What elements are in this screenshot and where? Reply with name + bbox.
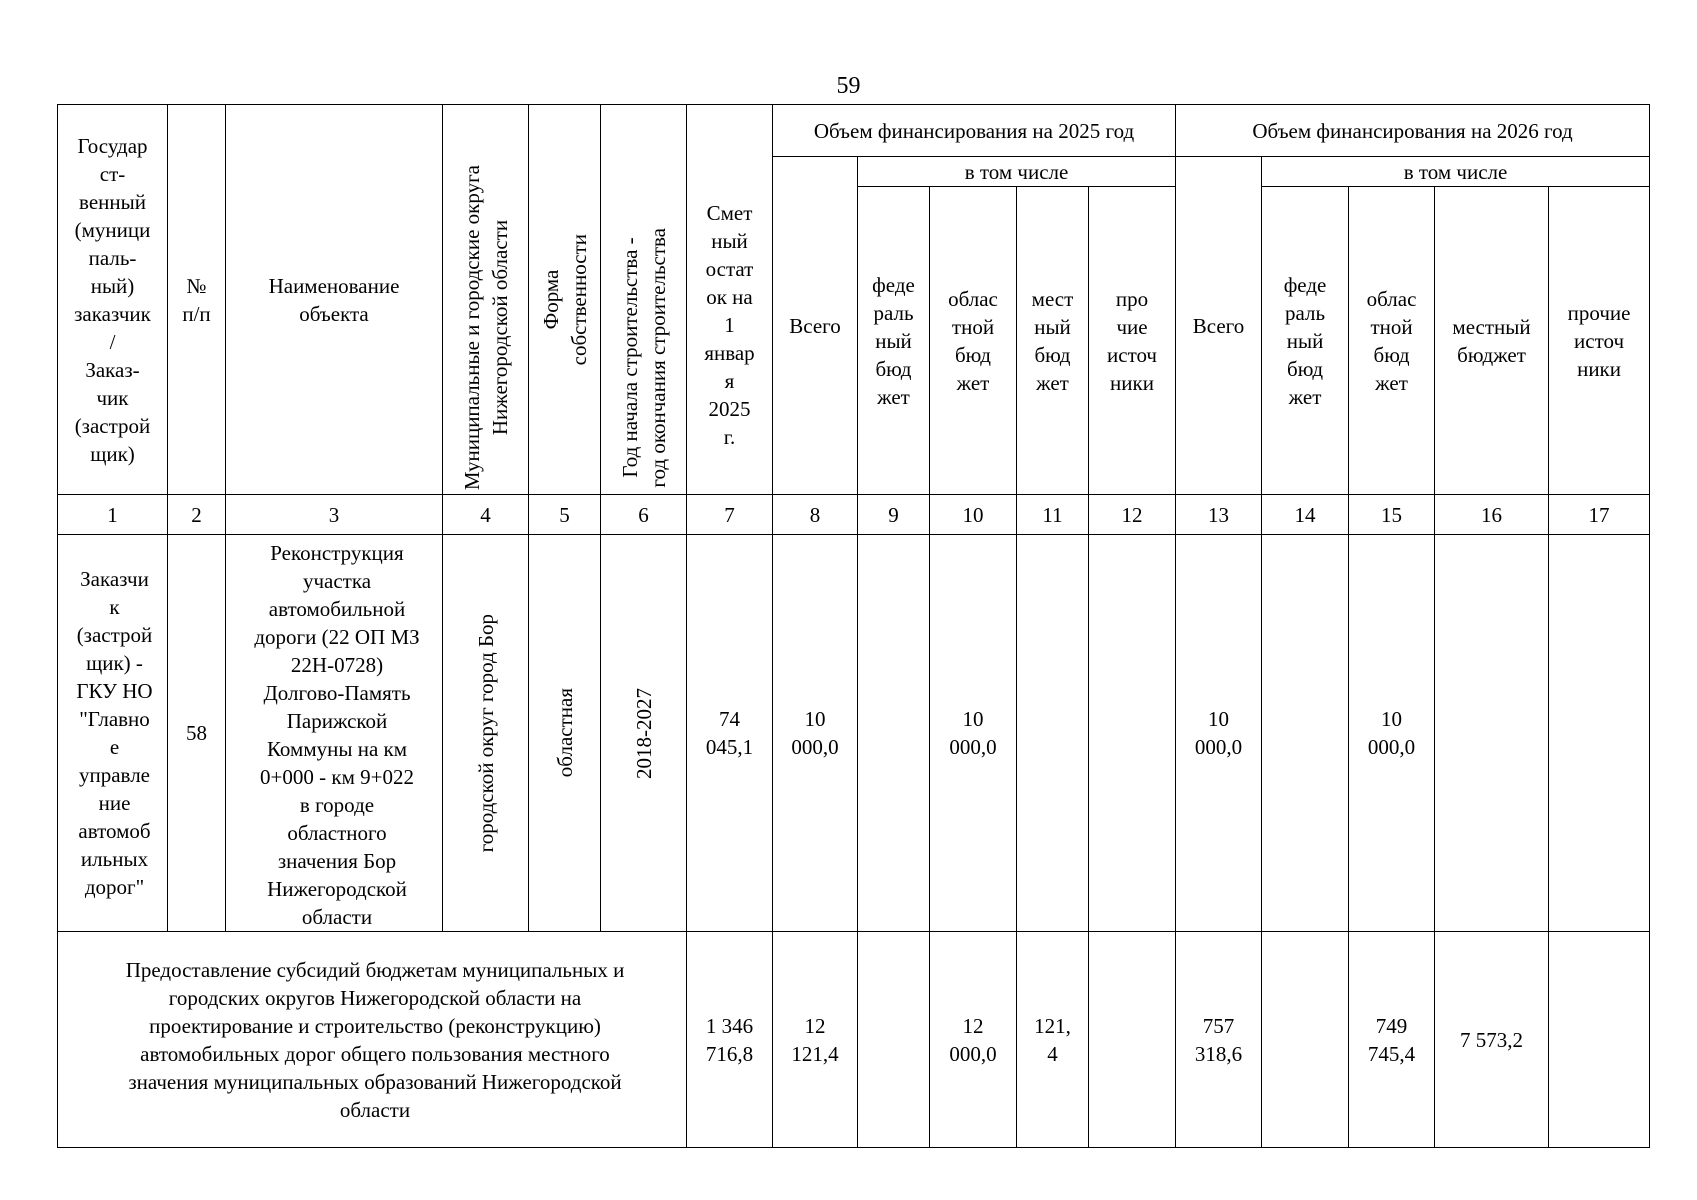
column-number: 6 [601,495,687,535]
header-local-2026: местный бюджет [1435,187,1549,495]
header-municipality [443,105,529,495]
summary-local-2026: 7 573,2 [1435,932,1549,1148]
header-row-1 [58,105,1650,157]
header-financing-2025: Объем финансирования на 2025 год [773,105,1176,157]
column-number: 16 [1435,495,1549,535]
row-ownership [529,535,601,932]
header-including-2026: в том числе [1262,157,1650,187]
row-other-2026 [1549,535,1650,932]
column-number: 12 [1089,495,1176,535]
row-municipality-text: городской округ город Бор [473,613,498,853]
summary-estimate: 1 346 716,8 [687,932,773,1148]
column-number: 1 [58,495,168,535]
header-years [601,105,687,495]
summary-row [58,932,1650,1148]
row-total-2026: 10 000,0 [1176,535,1262,932]
column-number: 2 [168,495,226,535]
header-local-2025: мест ный бюд жет [1017,187,1089,495]
summary-regional-2025: 12 000,0 [930,932,1017,1148]
financing-table [57,104,1650,1148]
row-years-text: 2018-2027 [631,687,656,779]
header-customer: Государ ст- венный (муници паль- ный) заказчик / Заказ- чик (застрой щик) [58,105,168,495]
header-regional-2026: облас тной бюд жет [1349,187,1435,495]
summary-regional-2026: 749 745,4 [1349,932,1435,1148]
column-number: 3 [226,495,443,535]
header-total-2025: Всего [773,157,858,495]
header-other-2026: прочие источ ники [1549,187,1650,495]
header-ownership [529,105,601,495]
header-federal-2025: феде раль ный бюд жет [858,187,930,495]
summary-label: Предоставление субсидий бюджетам муниципальных и городских округов Нижегородской области на проектирование и строительство (реконструкцию) автомобильных дорог общего пользования местного значения муниципальных образований Нижегородской области [58,932,687,1148]
header-total-2026: Всего [1176,157,1262,495]
row-federal-2025 [858,535,930,932]
header-estimate: Смет ный остат ок на 1 январ я 2025 г. [687,105,773,495]
summary-total-2026: 757 318,6 [1176,932,1262,1148]
row-number: 58 [168,535,226,932]
page-number: 59 [836,73,861,99]
column-number: 15 [1349,495,1435,535]
column-number: 4 [443,495,529,535]
row-total-2025: 10 000,0 [773,535,858,932]
summary-federal-2025 [858,932,930,1148]
table-row [58,535,1650,932]
row-ownership-text: областная [552,688,577,778]
row-customer: Заказчи к (застрой щик) - ГКУ НО "Главно е управле ние автомоб ильных дорог" [58,535,168,932]
row-local-2025 [1017,535,1089,932]
column-number: 14 [1262,495,1349,535]
summary-local-2025: 121, 4 [1017,932,1089,1148]
header-municipality-text: Муниципальные и городские округа Нижегородской области [459,164,512,490]
summary-federal-2026 [1262,932,1349,1148]
row-federal-2026 [1262,535,1349,932]
row-municipality [443,535,529,932]
header-other-2025: про чие источ ники [1089,187,1176,495]
column-number: 5 [529,495,601,535]
column-number: 8 [773,495,858,535]
row-object-name: Реконструкция участка автомобильной дороги (22 ОП МЗ 22Н-0728) Долгово-Память Парижской Коммуны на км 0+000 - км 9+022 в городе областного значения Бор Нижегородской области [226,535,443,932]
row-other-2025 [1089,535,1176,932]
summary-total-2025: 12 121,4 [773,932,858,1148]
column-number: 11 [1017,495,1089,535]
header-including-2025: в том числе [858,157,1176,187]
column-number: 13 [1176,495,1262,535]
row-regional-2026: 10 000,0 [1349,535,1435,932]
column-number: 7 [687,495,773,535]
column-number: 9 [858,495,930,535]
column-numbers-row [58,495,1650,535]
header-years-text: Год начала строительства - год окончания строительства [617,228,670,488]
row-local-2026 [1435,535,1549,932]
header-financing-2026: Объем финансирования на 2026 год [1176,105,1650,157]
row-years [601,535,687,932]
header-ownership-text: Форма собственности [538,233,591,366]
column-number: 10 [930,495,1017,535]
row-estimate: 74 045,1 [687,535,773,932]
header-object-name: Наименование объекта [226,105,443,495]
row-regional-2025: 10 000,0 [930,535,1017,932]
header-number: № п/п [168,105,226,495]
summary-other-2026 [1549,932,1650,1148]
column-number: 17 [1549,495,1650,535]
summary-other-2025 [1089,932,1176,1148]
header-regional-2025: облас тной бюд жет [930,187,1017,495]
header-federal-2026: феде раль ный бюд жет [1262,187,1349,495]
